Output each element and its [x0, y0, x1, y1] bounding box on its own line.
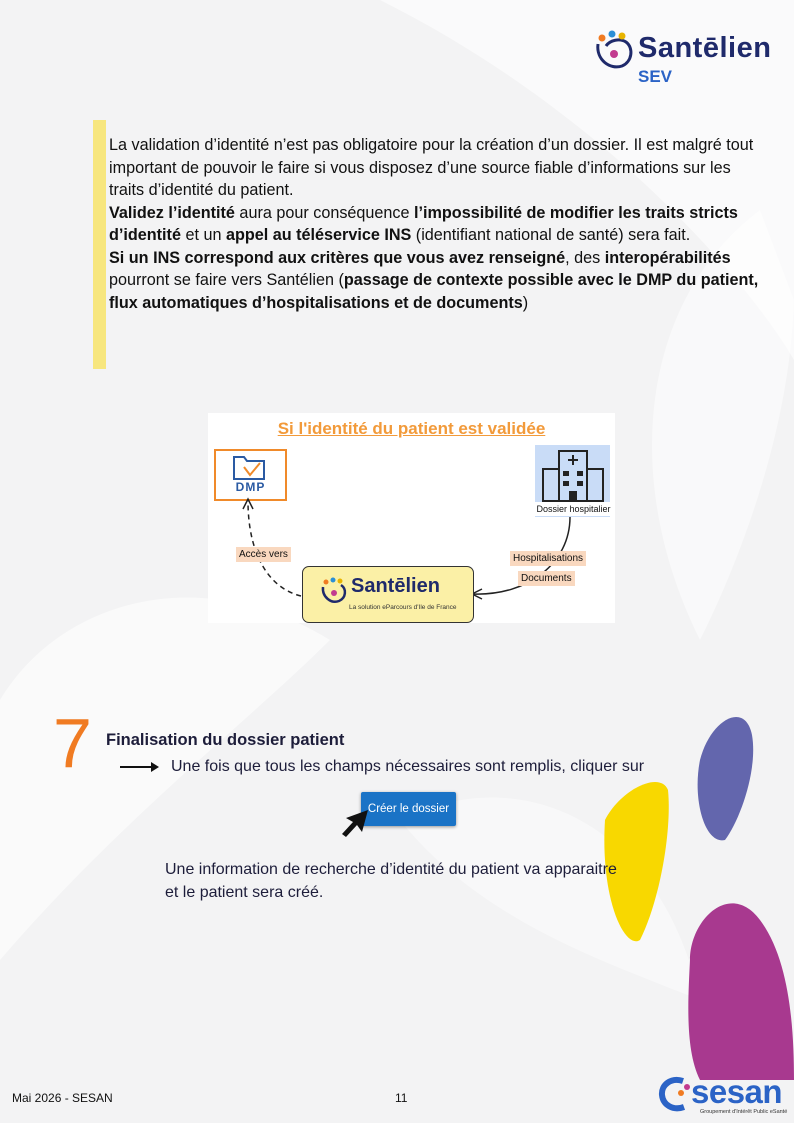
santelien-emblem-icon [319, 577, 349, 607]
documents-tag: Documents [518, 571, 575, 586]
text-run: et un [180, 226, 226, 244]
hospitalisations-tag: Hospitalisations [510, 551, 586, 566]
bold-phrase: Validez l’identité [109, 203, 235, 222]
santelien-name: Santēlien [351, 575, 440, 597]
intro-text [109, 134, 769, 314]
sesan-tagline: Groupement d'Intérêt Public eSanté [700, 1109, 788, 1115]
bold-phrase: Si un INS correspond aux critères que vous avez renseigné [109, 248, 566, 267]
highlight-bar [93, 120, 106, 369]
hospital-label: Dossier hospitalier [536, 504, 611, 514]
sesan-logo [657, 1071, 794, 1121]
text-run: aura pour conséquence [234, 203, 415, 222]
bold-phrase: l’impossibilité de modifier les traits stricts d’identité [109, 203, 738, 244]
intro-callout [93, 120, 773, 369]
bold-phrase: passage de contexte possible avec le DMP du patient, flux automatiques d’hospitalisations et de documents [109, 271, 759, 312]
result-text: Une information de recherche d’identité du patient va apparaitre et le patient sera créé. [165, 861, 617, 901]
text-run: pourront se faire vers Santélien ( [109, 271, 344, 289]
text-run: , des [565, 248, 605, 267]
santelien-emblem-icon [592, 30, 636, 74]
text-run: (identifiant national de santé) sera fait. [411, 226, 691, 244]
footer-date: Mai 2026 - SESAN [12, 1091, 113, 1105]
intro-paragraph-2 [109, 202, 769, 247]
dmp-label: DMP [235, 480, 266, 494]
step-number: 7 [53, 704, 92, 782]
brand-name: Santēlien [638, 32, 772, 64]
step-instruction: Une fois que tous les champs nécessaires sont remplis, cliquer sur [171, 758, 645, 775]
santelien-tagline: La solution eParcours d'Ile de France [349, 604, 457, 611]
santelien-logo [590, 18, 790, 88]
text-run: ) [522, 293, 529, 312]
create-dossier-button[interactable]: Créer le dossier [361, 792, 456, 826]
brand-sub: SEV [638, 67, 673, 86]
arrow-right-icon [119, 760, 163, 774]
sesan-emblem-icon [657, 1073, 693, 1113]
santelien-box [302, 566, 474, 623]
bold-phrase: interopérabilités [604, 248, 731, 267]
validation-diagram [208, 413, 615, 623]
step-title: Finalisation du dossier patient [106, 731, 345, 749]
page-number: 11 [395, 1091, 408, 1105]
intro-paragraph-3 [109, 247, 769, 315]
diagram-title: Si l'identité du patient est validée [277, 419, 546, 438]
access-tag: Accès vers [236, 547, 291, 562]
intro-paragraph-1: La validation d’identité n’est pas obligatoire pour la création d’un dossier. Il est malgré tout important de pouvoir le faire si vous disposez d’une source fiable d’informations sur les traits d’identité du patient. [109, 136, 754, 199]
cursor-arrow-icon [340, 808, 374, 838]
sesan-wordmark: sesan [691, 1073, 783, 1110]
bold-phrase: appel au téléservice INS [225, 226, 412, 244]
